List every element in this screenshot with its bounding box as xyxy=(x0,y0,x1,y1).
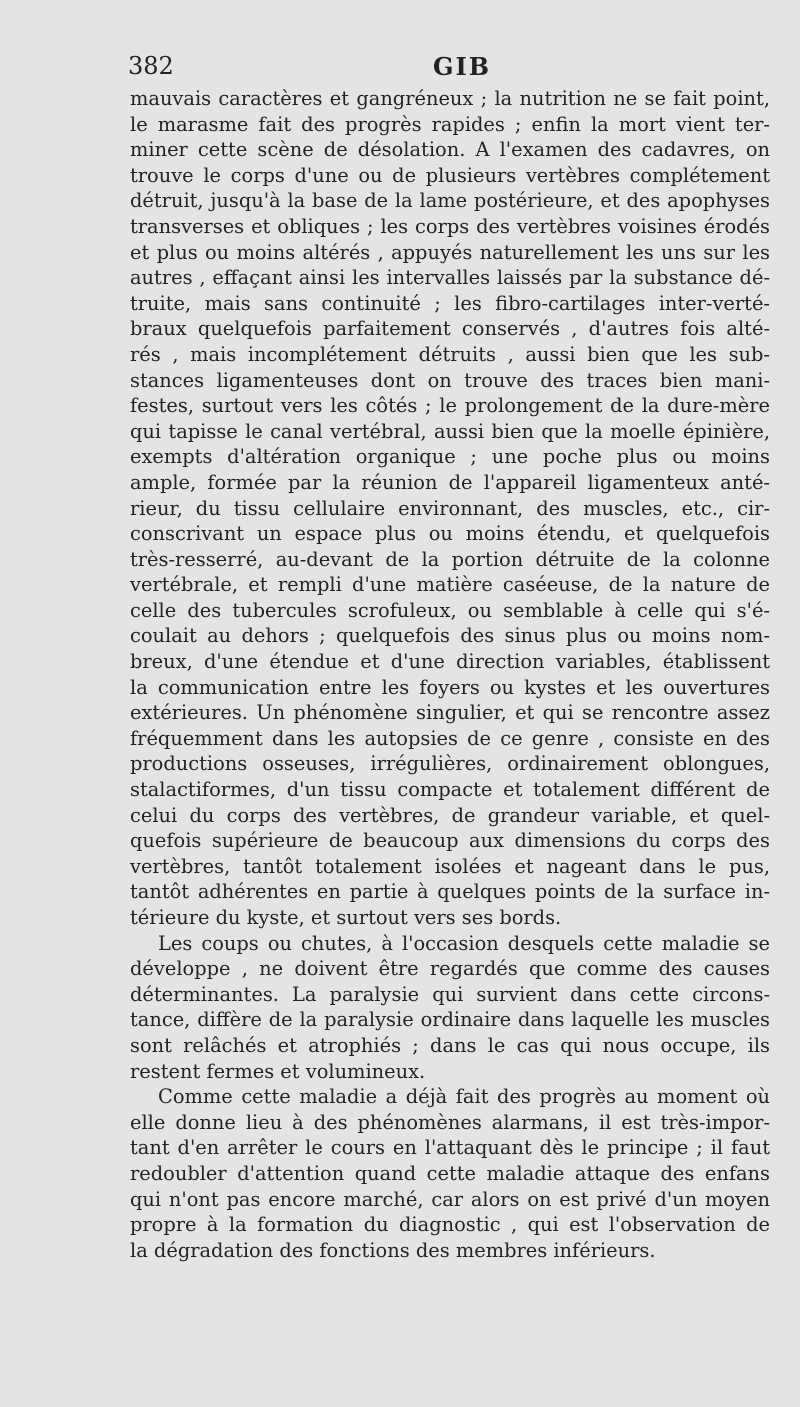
text-line: celle des tubercules scrofuleux, ou semblable à celle qui s'é- xyxy=(130,598,770,622)
text-line: propre à la formation du diagnostic , qui est l'observation de xyxy=(130,1213,770,1237)
text-line: redoubler d'attention quand cette maladie attaque des enfans xyxy=(130,1161,770,1185)
paragraph xyxy=(130,1084,770,1263)
running-head: GIB xyxy=(433,52,492,81)
text-line: déterminantes. La paralysie qui survient dans cette circons- xyxy=(130,982,770,1006)
text-line: breux, d'une étendue et d'une direction variables, établissent xyxy=(130,650,770,674)
text-line: stances ligamenteuses dont on trouve des traces bien mani- xyxy=(130,368,770,392)
text-line: transverses et obliques ; les corps des vertèbres voisines érodés xyxy=(130,214,770,238)
text-line: ample, formée par la réunion de l'appareil ligamenteux anté- xyxy=(130,470,770,494)
text-line: la dégradation des fonctions des membres inférieurs. xyxy=(130,1238,656,1262)
text-line: quefois supérieure de beaucoup aux dimensions du corps des xyxy=(130,829,770,853)
text-line: truite, mais sans continuité ; les fibro-cartilages inter-verté- xyxy=(130,291,770,315)
page-number: 382 xyxy=(128,52,174,80)
text-line: rieur, du tissu cellulaire environnant, des muscles, etc., cir- xyxy=(130,496,770,520)
text-line: tantôt adhérentes en partie à quelques points de la surface in- xyxy=(130,880,770,904)
text-line: tant d'en arrêter le cours en l'attaquant dès le principe ; il faut xyxy=(130,1136,770,1160)
text-line: Les coups ou chutes, à l'occasion desquels cette maladie se xyxy=(158,931,770,955)
text-line: rés , mais incomplétement détruits , aussi bien que les sub- xyxy=(130,342,770,366)
text-line: vertèbres, tantôt totalement isolées et nageant dans le pus, xyxy=(130,854,770,878)
text-line: restent fermes et volumineux. xyxy=(130,1059,426,1083)
text-line: coulait au dehors ; quelquefois des sinus plus ou moins nom- xyxy=(130,624,770,648)
text-line: détruit, jusqu'à la base de la lame postérieure, et des apophyses xyxy=(130,189,770,213)
text-line: et plus ou moins altérés , appuyés naturellement les uns sur les xyxy=(130,240,770,264)
text-line: qui n'ont pas encore marché, car alors on est privé d'un moyen xyxy=(130,1187,770,1211)
text-line: térieure du kyste, et surtout vers ses bords. xyxy=(130,906,562,929)
page-header xyxy=(128,52,780,82)
text-line: productions osseuses, irrégulières, ordinairement oblongues, xyxy=(130,752,770,776)
text-line: tance, diffère de la paralysie ordinaire dans laquelle les muscles xyxy=(130,1008,770,1032)
text-line: festes, surtout vers les côtés ; le prolongement de la dure-mère xyxy=(130,394,770,418)
text-line: celui du corps des vertèbres, de grandeur variable, et quel- xyxy=(130,803,770,827)
text-line: stalactiformes, d'un tissu compacte et totalement différent de xyxy=(130,778,770,802)
text-line: fréquemment dans les autopsies de ce genre , consiste en des xyxy=(130,726,770,750)
text-line: développe , ne doivent être regardés que comme des causes xyxy=(130,957,770,981)
text-line: qui tapisse le canal vertébral, aussi bien que la moelle épinière, xyxy=(130,419,770,443)
text-line: exempts d'altération organique ; une poche plus ou moins xyxy=(130,445,770,469)
text-line: Comme cette maladie a déjà fait des progrès au moment où xyxy=(158,1085,770,1109)
text-line: le marasme fait des progrès rapides ; enfin la mort vient ter- xyxy=(130,112,770,136)
text-line: extérieures. Un phénomène singulier, et qui se rencontre assez xyxy=(130,701,770,725)
text-line: très-resserré, au-devant de la portion détruite de la colonne xyxy=(130,547,770,571)
text-line: conscrivant un espace plus ou moins étendu, et quelquefois xyxy=(130,522,770,546)
text-line: sont relâchés et atrophiés ; dans le cas qui nous occupe, ils xyxy=(130,1033,770,1057)
text-line: elle donne lieu à des phénomènes alarmans, il est très-impor- xyxy=(130,1110,770,1134)
text-line: trouve le corps d'une ou de plusieurs vertèbres complétement xyxy=(130,163,770,187)
text-line: la communication entre les foyers ou kystes et les ouvertures xyxy=(130,675,770,699)
text-line: vertébrale, et rempli d'une matière caséeuse, de la nature de xyxy=(130,573,770,597)
paragraph xyxy=(130,931,770,1085)
paragraph xyxy=(130,86,770,931)
text-line: miner cette scène de désolation. A l'examen des cadavres, on xyxy=(130,138,770,162)
text-line: autres , effaçant ainsi les intervalles laissés par la substance dé- xyxy=(130,266,770,290)
text-line: mauvais caractères et gangréneux ; la nutrition ne se fait point, xyxy=(130,87,770,110)
text-line: braux quelquefois parfaitement conservés , d'autres fois alté- xyxy=(130,317,770,341)
body-text xyxy=(130,86,770,1263)
